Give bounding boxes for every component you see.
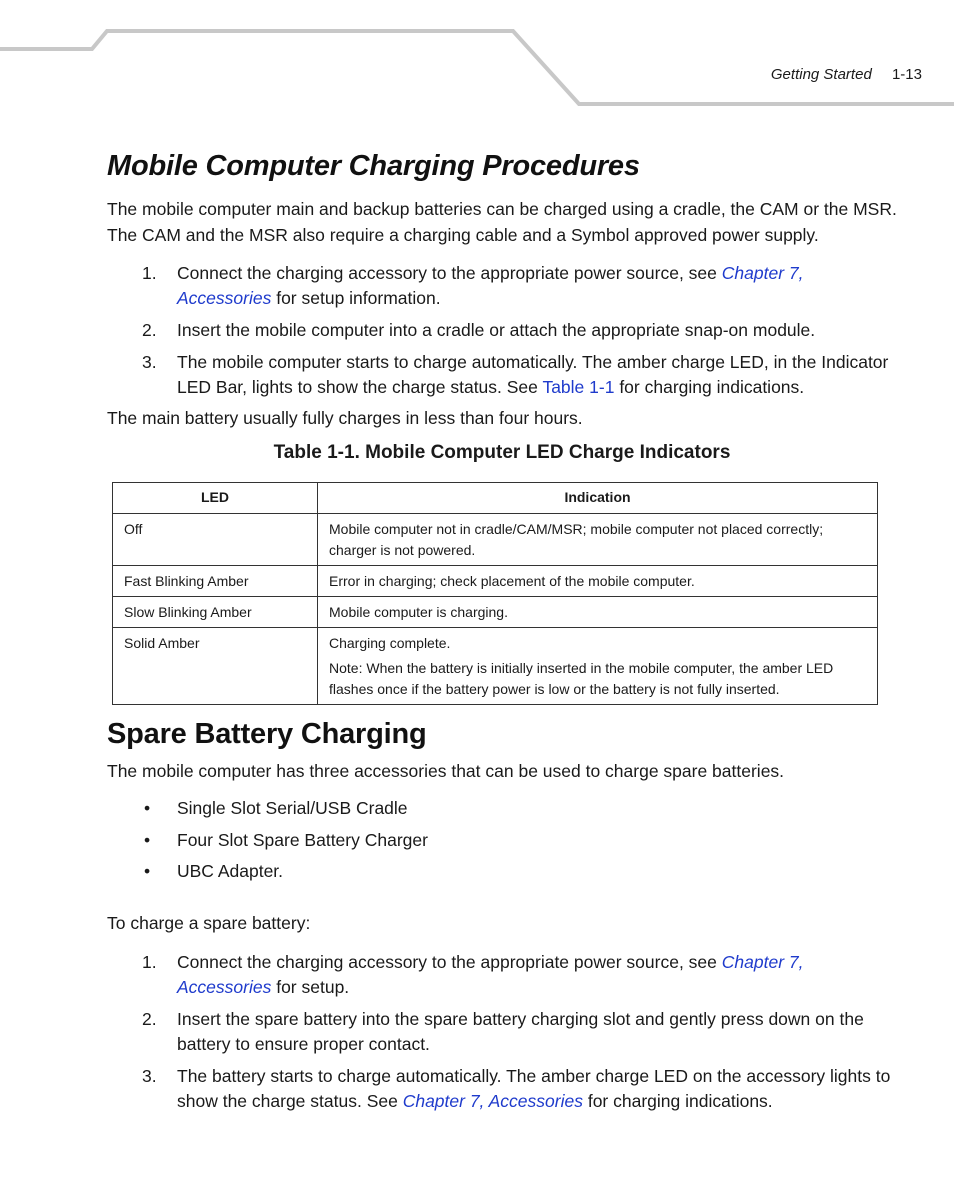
list-item <box>107 1064 897 1114</box>
list-item <box>107 318 897 343</box>
bullet-text: Four Slot Spare Battery Charger <box>177 829 428 850</box>
step-number: 2. <box>142 1009 157 1029</box>
step-number: 1. <box>142 952 157 972</box>
link-text: Accessories <box>177 288 272 308</box>
list-item <box>107 261 897 311</box>
column-header-indication: Indication <box>318 483 878 514</box>
step-number: 2. <box>142 320 157 340</box>
list-item <box>107 950 897 1000</box>
list-item <box>107 796 428 821</box>
spare-battery-steps-list <box>107 950 897 1121</box>
led-cell: Slow Blinking Amber <box>113 597 318 628</box>
list-item <box>107 1007 897 1057</box>
link-text: Chapter 7, <box>721 952 804 972</box>
section-title-spare-battery: Spare Battery Charging <box>107 718 427 750</box>
step-text: Insert the mobile computer into a cradle or attach the appropriate snap-on module. <box>177 320 816 340</box>
section-title-charging-procedures: Mobile Computer Charging Procedures <box>107 150 640 182</box>
led-cell: Off <box>113 514 318 566</box>
bullet-text: Single Slot Serial/USB Cradle <box>177 798 408 818</box>
accessories-bullet-list <box>107 796 428 891</box>
table-row <box>113 597 878 628</box>
bullet-text: UBC Adapter. <box>177 861 284 881</box>
step-text: for setup. <box>271 977 350 997</box>
led-cell: Fast Blinking Amber <box>113 566 318 597</box>
step-number: 1. <box>142 263 157 283</box>
step-text: Connect the charging accessory to the appropriate power source, see <box>177 263 722 283</box>
table-row <box>113 514 878 566</box>
indication-cell: Mobile computer not in cradle/CAM/MSR; mobile computer not placed correctly; charger is not powered. <box>318 514 878 566</box>
list-item <box>107 828 428 853</box>
page-number: 1-13 <box>891 66 922 83</box>
running-header-section: Getting Started <box>770 66 872 83</box>
step-text: for charging indications. <box>582 1091 773 1111</box>
running-header <box>771 66 922 83</box>
bullet-icon: • <box>144 861 151 881</box>
list-item <box>107 859 428 884</box>
section1-intro: The mobile computer main and backup batteries can be charged using a cradle, the CAM or the MSR. The CAM and the MSR also require a charging cable and a Symbol approved power supply. <box>107 199 897 245</box>
section1-closing: The main battery usually fully charges in less than four hours. <box>107 408 583 428</box>
indication-text: Charging complete. <box>329 635 451 651</box>
table-row <box>113 628 878 705</box>
indication-cell: Mobile computer is charging. <box>318 597 878 628</box>
step-text: The mobile computer starts to charge automatically. The amber charge LED, in the Indicator LED Bar, lights to show the charge status. See <box>177 352 889 397</box>
column-header-led: LED <box>113 483 318 514</box>
link-text: Chapter 7, <box>721 263 804 283</box>
list-item <box>107 350 897 400</box>
table-1-1-link[interactable]: Table 1-1 <box>542 377 615 397</box>
table-row <box>113 566 878 597</box>
step-number: 3. <box>142 352 157 372</box>
header-tab-decoration <box>0 0 954 110</box>
chapter7-accessories-link[interactable]: Chapter 7, Accessories <box>402 1091 583 1111</box>
indication-note: Note: When the battery is initially inserted in the mobile computer, the amber LED flashes once if the battery power is low or the battery is not fully inserted. <box>329 660 834 697</box>
indication-cell <box>318 628 878 705</box>
step-text: for setup information. <box>271 288 441 308</box>
section2-lead: To charge a spare battery: <box>107 913 311 933</box>
step-text: Connect the charging accessory to the appropriate power source, see <box>177 952 722 972</box>
step-text: Insert the spare battery into the spare battery charging slot and gently press down on the battery to ensure proper contact. <box>177 1009 864 1054</box>
indication-cell: Error in charging; check placement of the mobile computer. <box>318 566 878 597</box>
step-text: for charging indications. <box>614 377 805 397</box>
step-text: The battery starts to charge automatically. The amber charge LED on the accessory lights to show the charge status. See <box>177 1066 891 1111</box>
bullet-icon: • <box>144 798 151 818</box>
bullet-icon: • <box>144 829 151 850</box>
link-text: Accessories <box>177 977 272 997</box>
led-cell: Solid Amber <box>113 628 318 705</box>
table-header-row <box>113 483 878 514</box>
step-number: 3. <box>142 1066 157 1086</box>
charging-steps-list <box>107 261 897 407</box>
led-charge-table <box>112 482 878 705</box>
table-title: Table 1-1. Mobile Computer LED Charge Indicators <box>273 442 731 463</box>
section2-intro: The mobile computer has three accessories that can be used to charge spare batteries. <box>107 761 785 781</box>
